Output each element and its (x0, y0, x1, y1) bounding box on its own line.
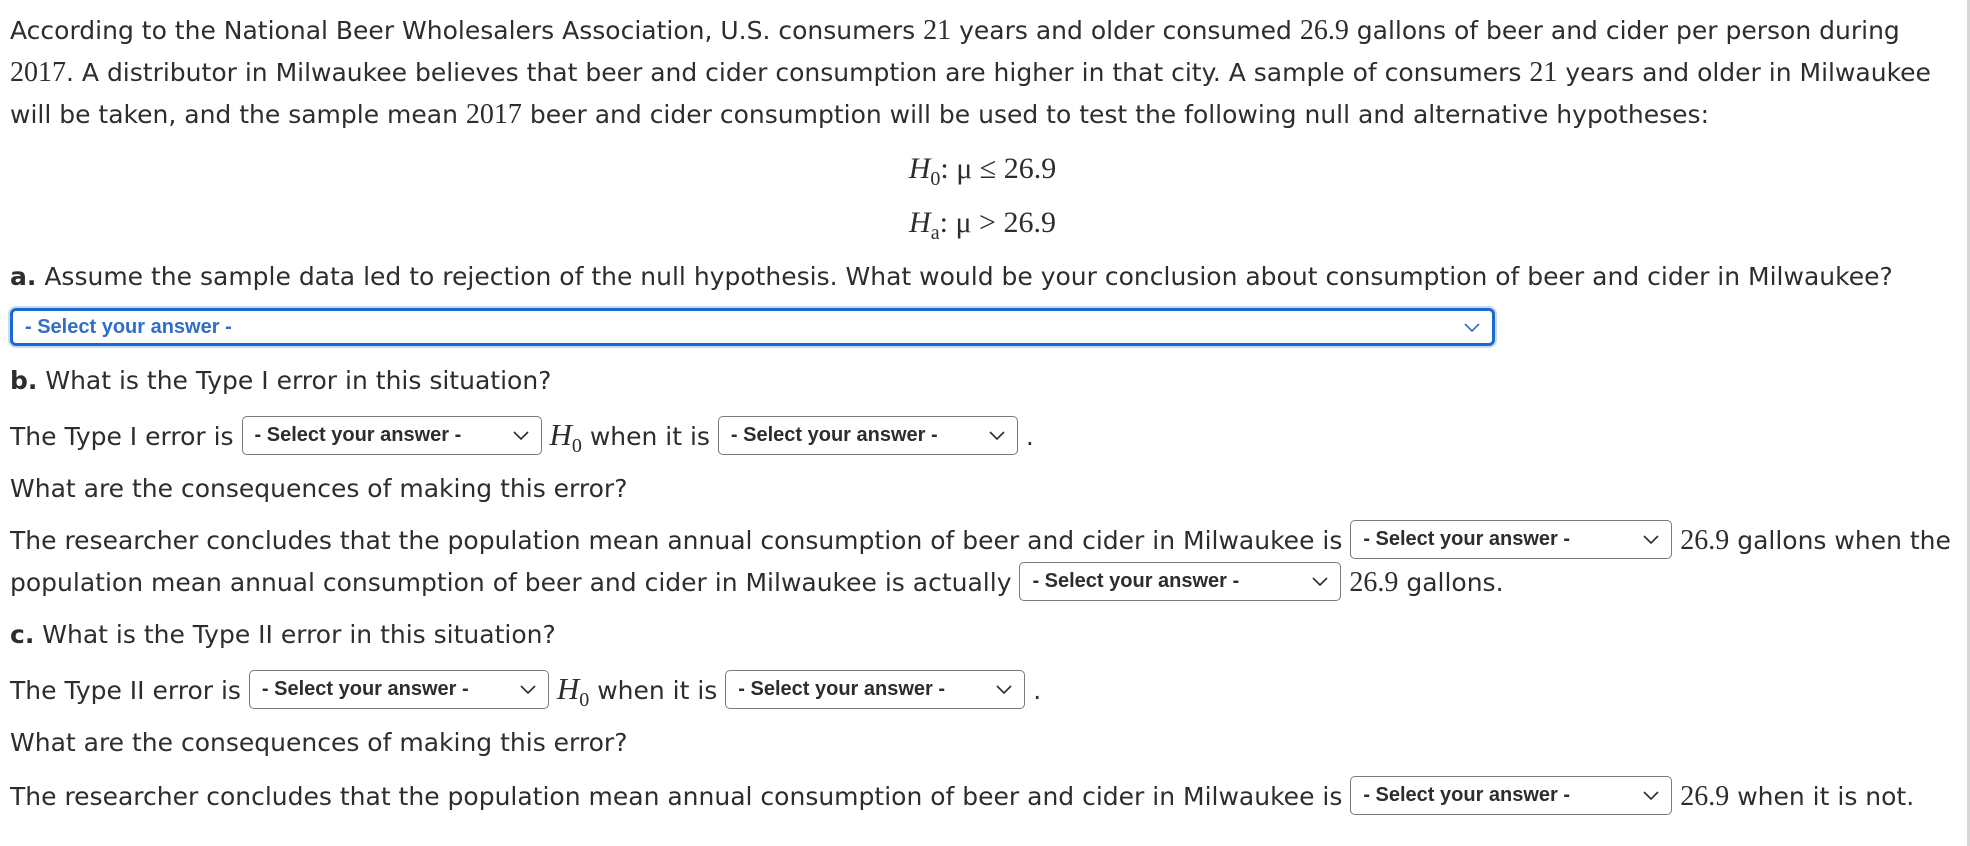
part-b-h0-symbol (549, 417, 582, 458)
part-b-consequence-actual-select[interactable] (1019, 562, 1341, 601)
part-b-consequence-conclusion-select-value: - Select your answer - (1363, 528, 1571, 550)
part-c-question-text: What is the Type II error in this situation? (34, 620, 556, 649)
null-hypothesis-symbol: H (908, 152, 931, 185)
intro-text-2: years and older consumed (951, 16, 1300, 45)
part-c-type2-truth-select-value: - Select your answer - (738, 678, 946, 700)
intro-number-age-2: 21 (1529, 57, 1558, 88)
intro-number-year-2: 2017 (465, 99, 522, 130)
part-b-consequence-prefix: The researcher concludes that the population mean annual consumption of beer and cider in Milwaukee is (10, 526, 1351, 555)
alternative-hypothesis-subscript: a (930, 222, 940, 244)
part-b-h0-letter: H (549, 417, 572, 452)
part-c-type2-suffix: . (1033, 676, 1042, 705)
part-b-consequence-row-1 (10, 520, 1955, 562)
part-c-consequence-conclusion-select[interactable] (1350, 776, 1672, 815)
part-a-label: a. (10, 262, 37, 291)
part-b-type1-action-select[interactable] (242, 416, 542, 455)
part-b-type1-truth-select-value: - Select your answer - (730, 424, 938, 446)
part-b-h0-subscript: 0 (571, 435, 582, 458)
null-hypothesis-subscript: 0 (930, 168, 941, 190)
chevron-down-icon (987, 425, 1007, 445)
chevron-down-icon (994, 679, 1014, 699)
alternative-hypothesis-symbol: H (909, 206, 931, 239)
intro-text-1: According to the National Beer Wholesalers Association, U.S. consumers (10, 16, 924, 45)
intro-text-6: beer and cider consumption will be used to test the following null and alternative hypotheses: (521, 100, 1709, 129)
chevron-down-icon (1641, 785, 1661, 805)
intro-text-3: gallons of beer and cider per person during (1348, 16, 1900, 45)
part-c-h0-subscript: 0 (579, 689, 590, 712)
chevron-down-icon (1310, 571, 1330, 591)
part-a-question-text: Assume the sample data led to rejection of the null hypothesis. What would be your conclusion about consumption of beer and cider in Milwaukee? (36, 262, 1893, 291)
part-c-question (10, 608, 1955, 662)
null-hypothesis (10, 142, 1955, 196)
chevron-down-icon (518, 679, 538, 699)
intro-number-year: 2017 (10, 57, 66, 88)
part-b-type1-row (10, 408, 1955, 462)
part-c-type2-truth-select[interactable] (725, 670, 1025, 709)
part-b-type1-middle: when it is (581, 422, 718, 451)
part-c-label: c. (10, 620, 35, 649)
part-c-consequence-conclusion-select-value: - Select your answer - (1363, 784, 1571, 806)
part-c-consequence-question (10, 716, 1955, 770)
part-b-consequence-actual-select-value: - Select your answer - (1032, 570, 1240, 592)
part-c-consequence-row (10, 770, 1955, 824)
null-hypothesis-statement: : μ ≤ 26.9 (940, 152, 1057, 185)
part-c-consequence-suffix: when it is not. (1729, 782, 1915, 811)
part-b-consequence-conclusion-select[interactable] (1350, 520, 1672, 559)
part-c-consequence-number: 26.9 (1680, 781, 1730, 812)
part-b-consequence-actual-prefix: population mean annual consumption of beer and cider in Milwaukee is actually (10, 568, 1020, 597)
part-b-consequence-row-2 (10, 562, 1955, 604)
part-b-type1-prefix: The Type I error is (10, 422, 242, 451)
intro-number-gallons: 26.9 (1299, 15, 1349, 46)
part-b-question (10, 354, 1955, 408)
part-b-type1-suffix: . (1025, 422, 1034, 451)
alternative-hypothesis (10, 196, 1955, 250)
hypotheses-block (10, 142, 1955, 250)
part-b-question-text: What is the Type I error in this situation? (37, 366, 552, 395)
chevron-down-icon (1641, 529, 1661, 549)
part-b-label: b. (10, 366, 38, 395)
part-c-type2-action-select-value: - Select your answer - (261, 678, 469, 700)
alternative-hypothesis-statement: : μ > 26.9 (939, 206, 1056, 239)
part-b-type1-truth-select[interactable] (718, 416, 1018, 455)
chevron-down-icon (511, 425, 531, 445)
part-c-consequence-prefix: The researcher concludes that the population mean annual consumption of beer and cider in Milwaukee is (10, 782, 1351, 811)
part-c-h0-letter: H (556, 671, 580, 706)
part-c-type2-middle: when it is (589, 676, 726, 705)
part-b-consequence-suffix: gallons when the (1729, 526, 1951, 555)
intro-number-age: 21 (923, 15, 952, 46)
part-b-consequence-number: 26.9 (1680, 525, 1730, 556)
intro-text-4: . A distributor in Milwaukee believes that beer and cider consumption are higher in that city. A sample of consumers (66, 58, 1530, 87)
part-a-question (10, 250, 1955, 304)
part-b-consequence-actual-number: 26.9 (1349, 567, 1399, 598)
part-c-type2-action-select[interactable] (249, 670, 549, 709)
part-b-consequence-question-text: What are the consequences of making this error? (10, 474, 628, 503)
part-c-type2-prefix: The Type II error is (10, 676, 249, 705)
part-b-consequence-question (10, 462, 1955, 516)
intro-text-5: years and older in Milwaukee will be taken, and the sample mean (10, 58, 1931, 129)
part-c-type2-row (10, 662, 1955, 716)
part-c-consequence-question-text: What are the consequences of making this error? (10, 728, 628, 757)
part-a-conclusion-select-value: - Select your answer - (25, 316, 232, 338)
part-c-h0-symbol (556, 671, 590, 712)
part-a-conclusion-select[interactable] (10, 308, 1495, 346)
part-b-type1-action-select-value: - Select your answer - (254, 424, 462, 446)
question-content (10, 0, 1955, 824)
chevron-down-icon (1462, 317, 1482, 337)
intro-paragraph (10, 10, 1955, 136)
part-b-consequence-actual-suffix: gallons. (1398, 568, 1504, 597)
part-a-answer-row (10, 304, 1955, 354)
